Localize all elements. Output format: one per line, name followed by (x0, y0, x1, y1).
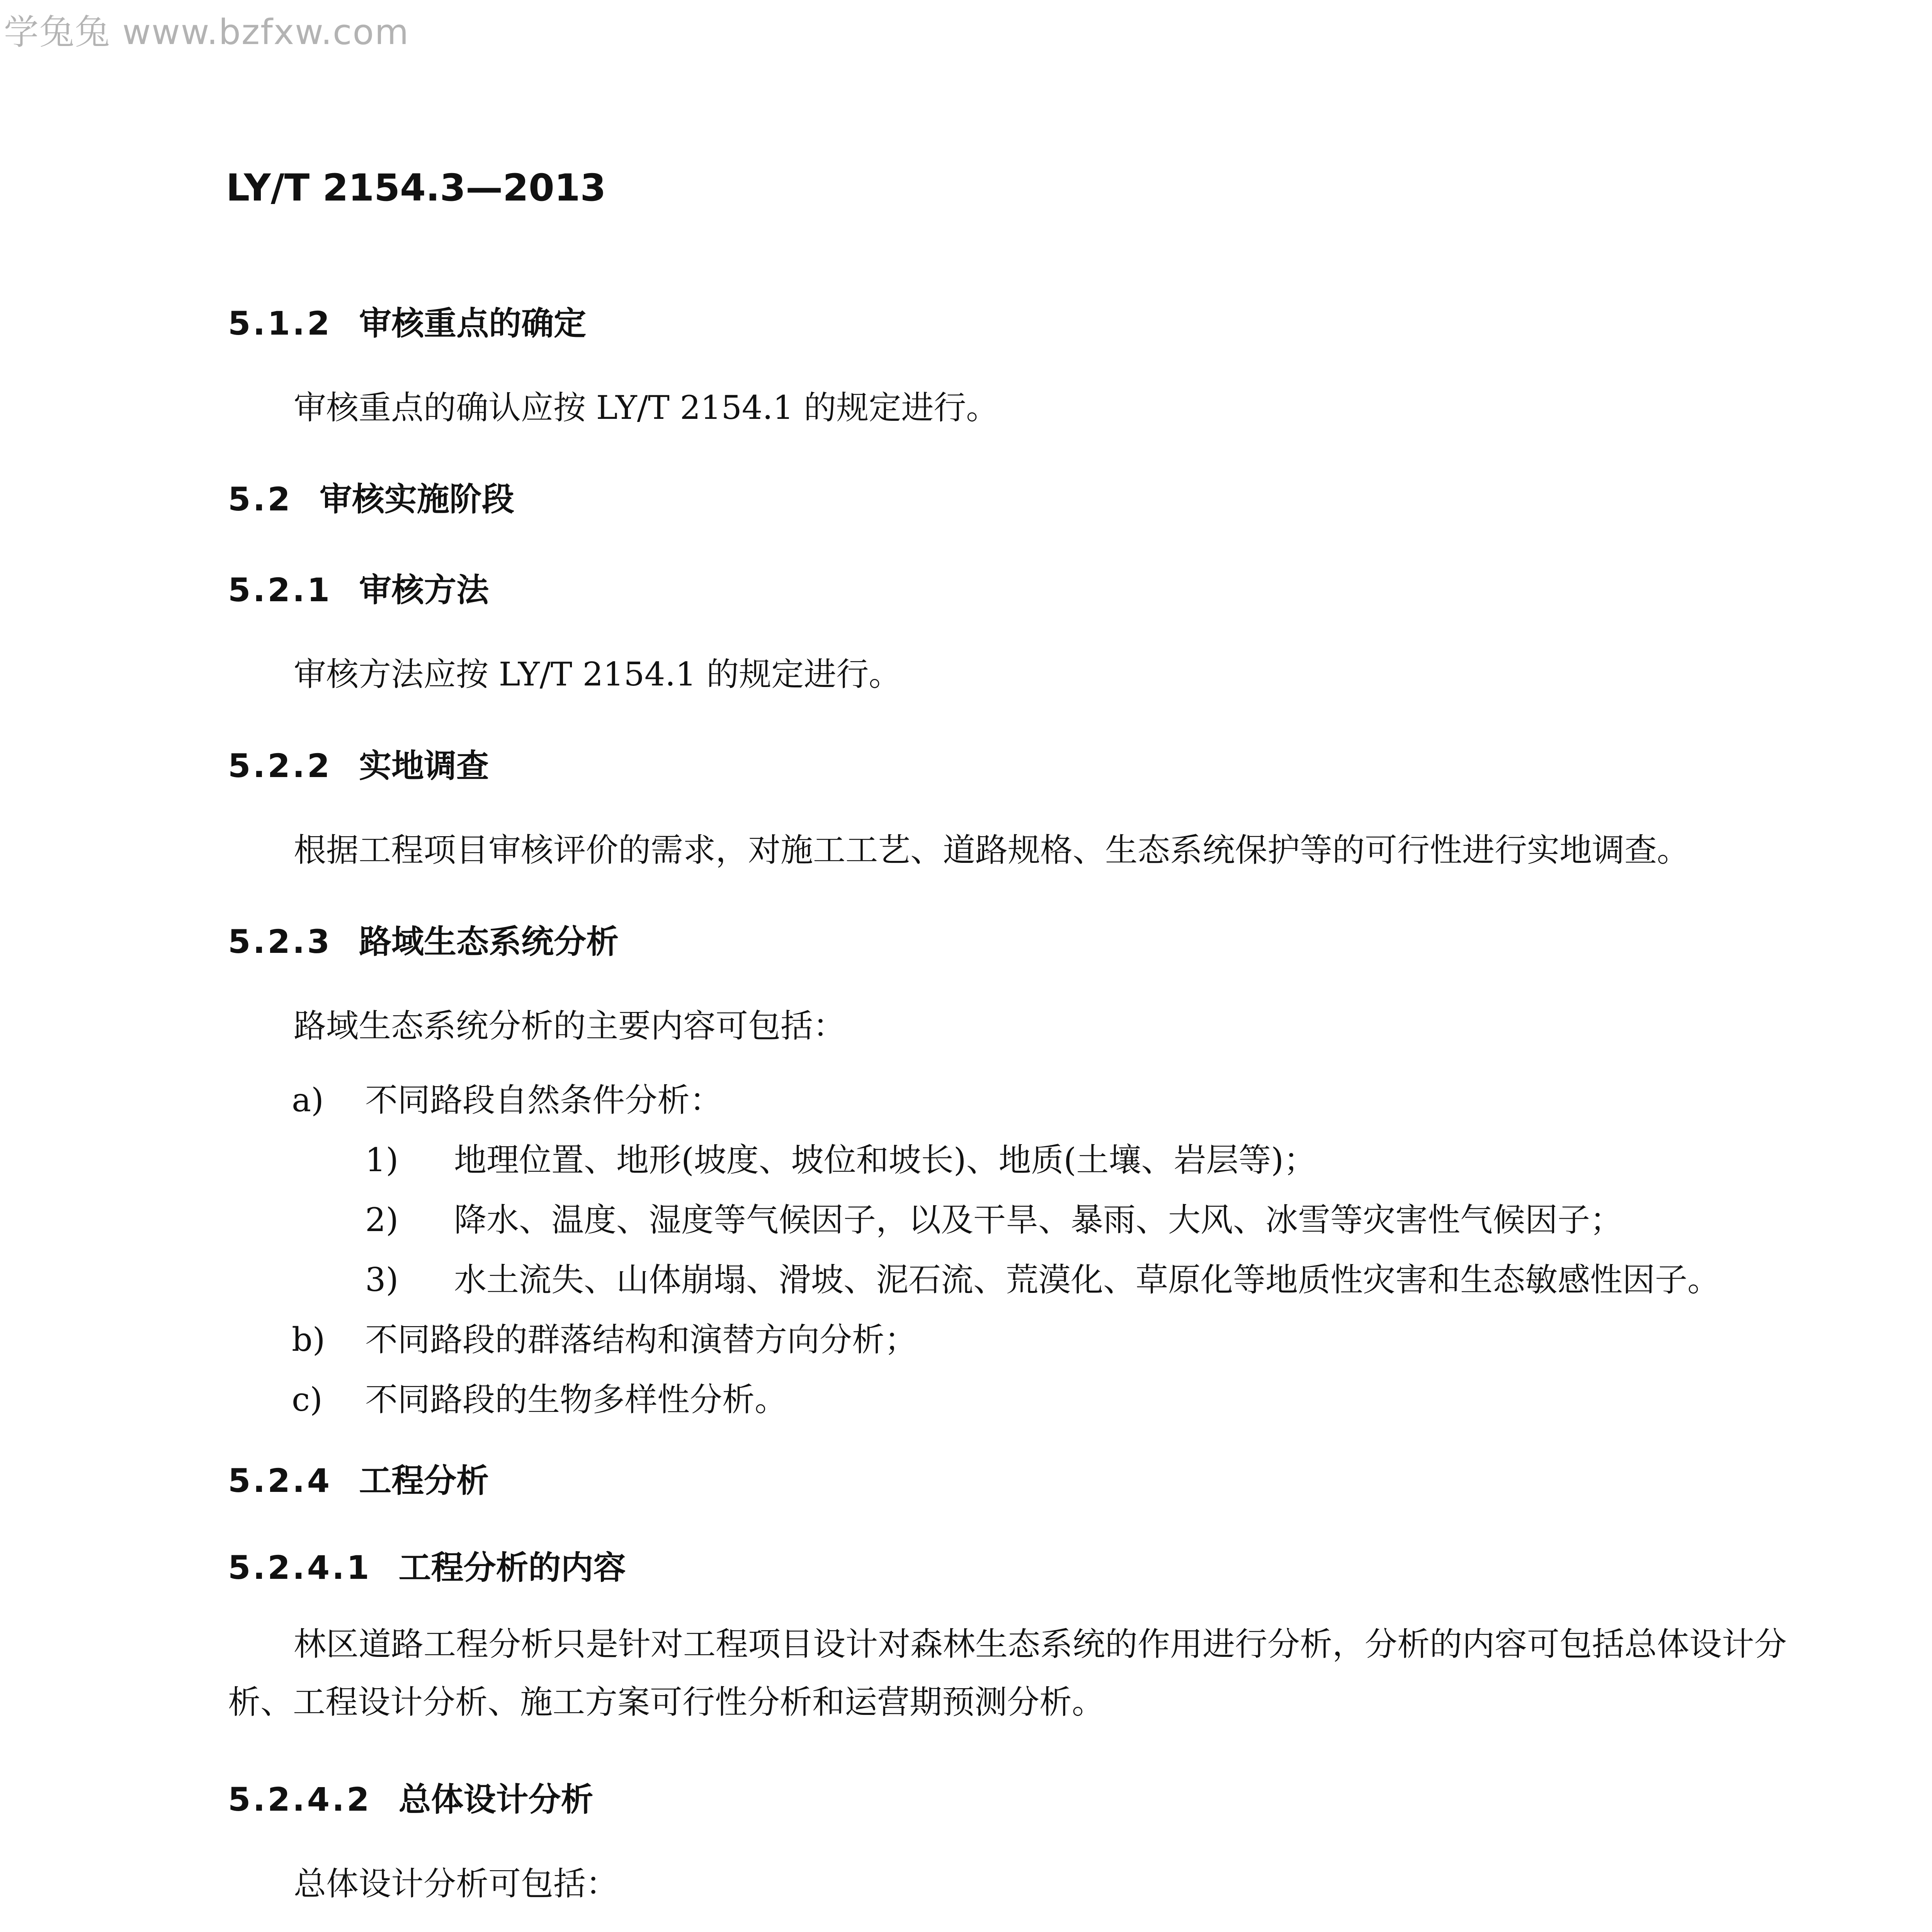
list-text: 不同路段自然条件分析： (365, 1081, 723, 1119)
section-number: 5.2.4.2 (228, 1781, 372, 1818)
list-marker: 2) (365, 1201, 399, 1239)
sub-list-item (365, 1134, 1316, 1181)
section-title: 审核重点的确定 (359, 304, 587, 342)
list-marker: 1) (365, 1141, 399, 1179)
list-item (292, 1314, 917, 1361)
section-number: 5.2 (228, 480, 293, 518)
section-number: 5.2.3 (228, 923, 332, 961)
section-title: 审核实施阶段 (319, 480, 514, 518)
section-heading-5-2-2 (228, 740, 489, 787)
list-marker: a) (292, 1081, 324, 1119)
paragraph: 总体设计分析可包括： (294, 1865, 619, 1903)
list-marker: 3) (365, 1261, 399, 1299)
paragraph: 林区道路工程分析只是针对工程项目设计对森林生态系统的作用进行分析，分析的内容可包括总体设计分析、工程设计分析、施工方案可行性分析和运营期预测分析。 (228, 1625, 1787, 1721)
section-heading-5-2-4-2 (228, 1774, 594, 1820)
sub-list-item (365, 1254, 1720, 1301)
section-title: 工程分析的内容 (398, 1549, 626, 1587)
section-number: 5.1.2 (228, 304, 332, 342)
section-number: 5.2.1 (228, 571, 332, 609)
paragraph: 根据工程项目审核评价的需求，对施工工艺、道路规格、生态系统保护等的可行性进行实地调查。 (294, 831, 1690, 869)
list-text: 水土流失、山体崩塌、滑坡、泥石流、荒漠化、草原化等地质性灾害和生态敏感性因子。 (454, 1261, 1720, 1299)
paragraph: 路域生态系统分析的主要内容可包括： (294, 1007, 846, 1045)
section-number: 5.2.4 (228, 1462, 332, 1500)
section-title: 总体设计分析 (398, 1781, 594, 1818)
list-text: 地理位置、地形(坡度、坡位和坡长)、地质(土壤、岩层等)； (454, 1141, 1316, 1179)
list-text: 不同路段的群落结构和演替方向分析； (365, 1321, 917, 1359)
section-title: 实地调查 (359, 747, 489, 785)
watermark: 学兔兔 www.bzfxw.com (4, 12, 410, 53)
section-title: 路域生态系统分析 (359, 923, 619, 961)
list-text: 降水、温度、湿度等气候因子，以及干旱、暴雨、大风、冰雪等灾害性气候因子； (454, 1201, 1623, 1239)
section-title: 工程分析 (359, 1462, 489, 1500)
paragraph: 审核重点的确认应按 LY/T 2154.1 的规定进行。 (294, 389, 999, 427)
standard-code-header: LY/T 2154.3—2013 (226, 166, 606, 209)
sub-list-item (365, 1194, 1622, 1241)
list-marker: c) (292, 1381, 323, 1418)
section-title: 审核方法 (359, 571, 489, 609)
list-item (292, 1374, 787, 1420)
list-text: 不同路段的生物多样性分析。 (365, 1381, 787, 1418)
section-number: 5.2.2 (228, 747, 332, 785)
section-heading-5-2-3 (228, 916, 619, 963)
section-heading-5-1-2 (228, 298, 586, 344)
section-heading-5-2 (228, 473, 514, 520)
list-marker: b) (292, 1321, 325, 1359)
section-number: 5.2.4.1 (228, 1549, 372, 1587)
section-heading-5-2-4 (228, 1455, 489, 1502)
list-item (292, 1074, 722, 1121)
section-heading-5-2-4-1 (228, 1542, 626, 1588)
paragraph: 审核方法应按 LY/T 2154.1 的规定进行。 (294, 655, 901, 693)
section-heading-5-2-1 (228, 564, 489, 611)
